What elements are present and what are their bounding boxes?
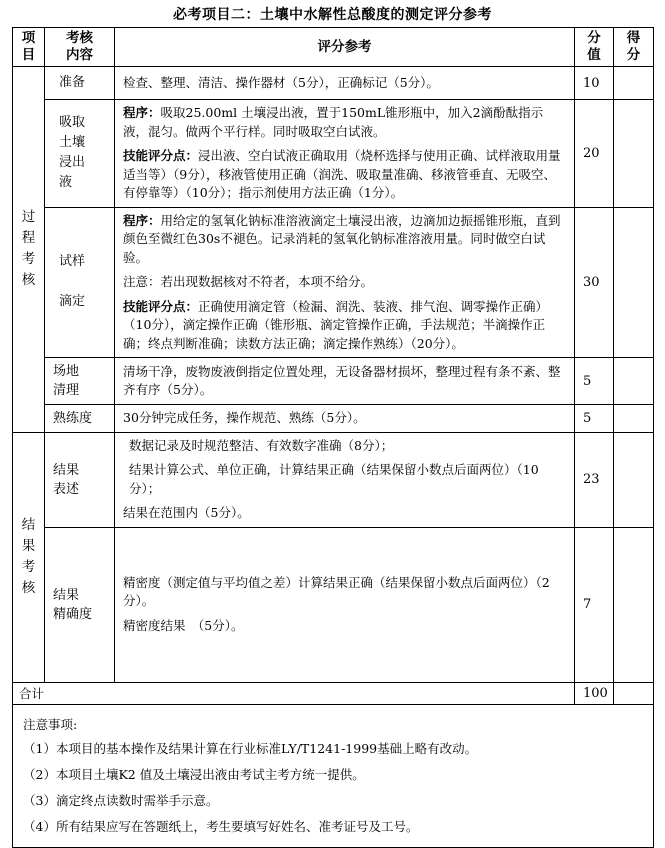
row-got-score[interactable] [614,527,654,682]
table-row [13,527,654,682]
header-criteria: 评分参考 [115,28,575,67]
note-item: （3）滴定终点读数时需举手示意。 [23,792,219,808]
total-label: 合计 [13,682,575,704]
row-criteria: 程序：用给定的氢氧化钠标准溶液滴定土壤浸出液，边滴加边振摇锥形瓶，直到颜色至微红色30s不褪色。记录消耗的氢氧化钠标准溶液用量。同时做空白试验。 注意：若出现数据核对不符者，本项不给分。 技能评分点：正确使用滴定管（检漏、润洗、装液、排气泡、调零操作正确）（10分），滴定操作正确（锥形瓶、滴定管操作正确，手法规范；半滴操作正确；终点判断准确；读数方法正确；滴定操作熟练）（20分）。 [115,207,575,358]
row-score: 20 [575,100,614,208]
notes-heading: 注意事项: [23,716,78,732]
row-name: 结果 表述 [45,432,115,527]
row-score: 5 [575,358,614,405]
header-content: 考核 内容 [45,28,115,67]
row-criteria: 清场干净，废物废液倒指定位置处理，无设备器材损坏，整理过程有条不紊、整齐有序（5分）。 [115,358,575,405]
table-row [13,67,654,100]
note-item: （1）本项目的基本操作及结果计算在行业标准LY/T1241-1999基础上略有改动。 [23,740,478,756]
table-row [13,100,654,208]
note-item: （2）本项目土壤K2 值及土壤浸出液由考试主考方统一提供。 [23,766,365,782]
row-name: 吸取 土壤 浸出 液 [45,100,115,208]
scoring-table [12,27,654,848]
row-criteria: 30分钟完成任务，操作规范、熟练（5分）。 [115,405,575,433]
header-row [13,28,654,67]
row-got-score[interactable] [614,100,654,208]
group-process: 过 程 考 核 [13,67,45,433]
row-score: 7 [575,527,614,682]
header-got: 得 分 [614,28,654,67]
row-name: 场地 清理 [45,358,115,405]
row-criteria: 精密度（测定值与平均值之差）计算结果正确（结果保留小数点后面两位）（2分）。 精密度结果 （5分）。 [115,527,575,682]
row-criteria: 程序：吸取25.00ml 土壤浸出液，置于150mL锥形瓶中，加入2滴酚酞指示液，混匀。做两个平行样。同时吸取空白试液。 技能评分点：浸出液、空白试液正确取用（烧杯选择与使用正确、试样液取用量适当等）（9分），移液管使用正确（润洗、吸取量准确、移液管垂直、无吸空、有停靠等）（10分）；指示剂使用方法正确（1分）。 [115,100,575,208]
total-row [13,682,654,704]
group-result: 结 果 考 核 [13,432,45,682]
total-value: 100 [575,682,614,704]
page-title: 必考项目二：土壤中水解性总酸度的测定评分参考 [173,7,492,23]
header-item: 项 目 [13,28,45,67]
table-row [13,432,654,527]
row-got-score[interactable] [614,432,654,527]
header-points: 分 值 [575,28,614,67]
row-got-score[interactable] [614,207,654,358]
row-criteria: 数据记录及时规范整洁、有效数字准确（8分）； 结果计算公式、单位正确，计算结果正确（结果保留小数点后面两位）（10分）； 结果在范围内（5分）。 [115,432,575,527]
row-score: 30 [575,207,614,358]
notes-row [13,704,654,847]
row-score: 5 [575,405,614,433]
table-row [13,405,654,433]
row-score: 10 [575,67,614,100]
row-score: 23 [575,432,614,527]
row-got-score[interactable] [614,358,654,405]
notes-section [13,704,654,847]
row-name: 熟练度 [45,405,115,433]
row-criteria: 检查、整理、清洁、操作器材（5分），正确标记（5分）。 [115,67,575,100]
row-name: 准备 [45,67,115,100]
row-name: 结果 精确度 [45,527,115,682]
row-got-score[interactable] [614,405,654,433]
row-got-score[interactable] [614,67,654,100]
table-row [13,358,654,405]
row-name: 试样 滴定 [45,207,115,358]
table-row [13,207,654,358]
note-item: （4）所有结果应写在答题纸上，考生要填写好姓名、准考证号及工号。 [23,818,419,834]
total-got-score[interactable] [614,682,654,704]
